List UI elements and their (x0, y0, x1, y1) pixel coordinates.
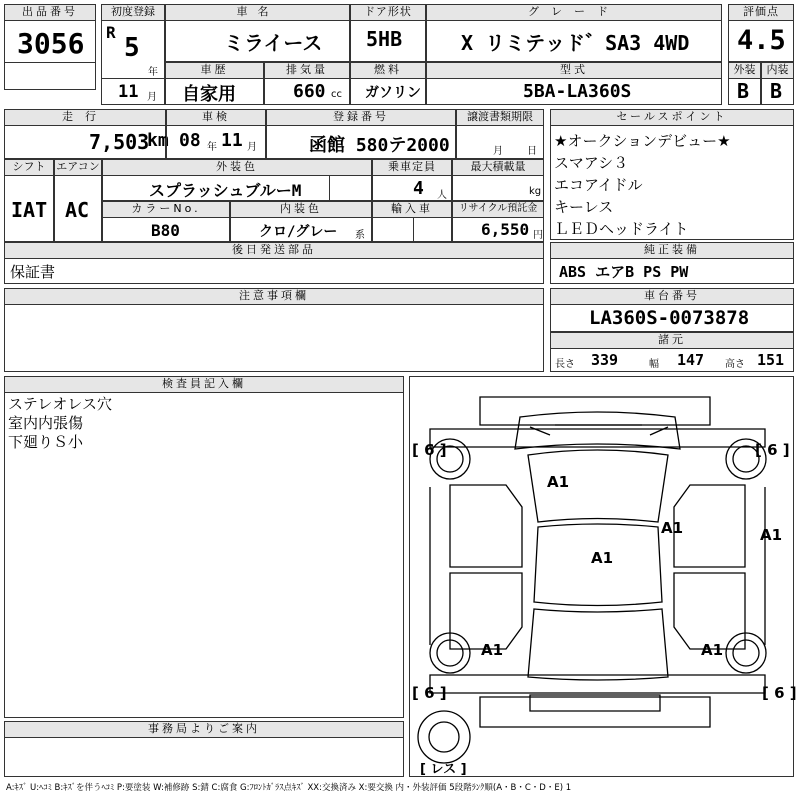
inspection-label: 車検 (167, 110, 265, 126)
shift-label: シフト (5, 160, 53, 176)
first-reg-month-unit: 月 (147, 92, 157, 103)
spare-tire-inner (429, 722, 459, 752)
inspector-lines (5, 393, 403, 452)
sales-points-list (551, 126, 793, 240)
rear-bumper (430, 675, 765, 693)
dimensions-box (550, 332, 794, 372)
transfer-day-unit: 日 (527, 146, 537, 157)
sales-points-box (550, 109, 794, 240)
door-label: ドア形状 (351, 5, 425, 21)
dimensions-label: 諸元 (551, 333, 793, 349)
chassis-label: 車台番号 (551, 289, 793, 305)
mileage-label: 走行 (5, 110, 165, 126)
color-no-box (102, 201, 230, 242)
recycle-box (452, 201, 544, 242)
first-reg-year-unit: 年 (148, 67, 158, 78)
fuel-label: 燃料 (351, 63, 425, 79)
length-label: 長さ (555, 359, 575, 370)
equipment-label: 純正装備 (551, 243, 793, 259)
car-name-label: 車名 (166, 5, 349, 21)
first-reg-month: 11 (118, 82, 139, 102)
damage-mark-hood: A1 (547, 473, 570, 491)
aircon-value: AC (65, 198, 90, 222)
later-parts-box (4, 242, 544, 284)
history-label: 車歴 (166, 63, 263, 79)
lot-number: 3056 (17, 27, 85, 60)
recycle-unit: 円 (533, 230, 543, 241)
displacement-label: 排気量 (265, 63, 349, 79)
sales-point-item: ＬＥＤヘッドライト (554, 220, 689, 238)
recycle-label: リサイクル預託金 (453, 202, 543, 218)
width-value: 147 (677, 351, 705, 369)
interior-score-value: B (770, 79, 783, 103)
notes-label: 注意事項欄 (5, 289, 543, 305)
equipment-box (550, 242, 794, 284)
left-side-front (450, 485, 522, 567)
first-reg-divider (102, 78, 164, 79)
transfer-month-unit: 月 (493, 146, 503, 157)
notes-box (4, 288, 544, 372)
max-load-box (452, 159, 544, 201)
exterior-score-value: B (737, 79, 750, 103)
height-label: 高さ (725, 359, 745, 370)
chassis-box (550, 288, 794, 332)
first-reg-year: 5 (124, 33, 140, 63)
damage-mark-roof: A1 (591, 549, 614, 567)
capacity-label: 乗車定員 (373, 160, 451, 176)
aircon-label: エアコン (55, 160, 101, 176)
tire-label-fr: [ 6 ] (755, 441, 790, 459)
import-label: 輸入車 (373, 202, 451, 218)
score-label: 評価点 (729, 5, 793, 21)
car-name-box (165, 4, 350, 62)
first-reg-label: 初度登録 (102, 5, 164, 21)
recycle-value: 6,550 (481, 220, 530, 239)
car-diagram (410, 377, 797, 777)
tire-label-rr: [ 6 ] (762, 684, 797, 702)
lot-box (4, 4, 96, 90)
aircon-box (54, 159, 102, 242)
sales-point-item: エコアイドル (554, 176, 643, 194)
ext-color-divider (329, 175, 330, 201)
ext-color-value: スプラッシュブルーM (149, 181, 302, 200)
damage-mark-right-rear: A1 (701, 641, 724, 659)
rear-right-wheel-inner (733, 640, 759, 666)
sales-point-item: キーレス (554, 198, 614, 216)
front-grille (530, 425, 668, 435)
damage-mark-left-rear: A1 (481, 641, 504, 659)
right-side-rear (674, 573, 745, 649)
exterior-score-box (728, 62, 761, 105)
res-label: [ レス ] (420, 762, 467, 777)
office-box (4, 721, 404, 777)
fuel-box (350, 62, 426, 105)
lot-label: 出品番号 (5, 5, 95, 21)
model-label: 型式 (427, 63, 721, 79)
door-box (350, 4, 426, 62)
sales-points-label: セールスポイント (551, 110, 793, 126)
ext-color-label: 外装色 (103, 160, 371, 176)
model-value: 5BA-LA360S (523, 81, 632, 102)
mileage-unit: km (147, 130, 169, 151)
shift-value: IAT (11, 198, 48, 222)
inspector-box (4, 376, 404, 718)
inspector-line: ステレオレス穴 (8, 395, 112, 413)
history-value: 自家用 (182, 84, 236, 105)
inspector-line: 下廻りＳ小 (8, 433, 84, 451)
tire-label-rl: [ 6 ] (412, 684, 447, 702)
left-side-rear (450, 573, 522, 649)
interior-score-box (761, 62, 794, 105)
later-parts-label: 後日発送部品 (5, 243, 543, 259)
first-reg-box (101, 4, 165, 105)
exterior-score-label: 外装 (729, 63, 760, 79)
capacity-unit: 人 (437, 190, 447, 201)
capacity-box (372, 159, 452, 201)
color-no-value: B80 (151, 221, 180, 240)
tire-label-fl: [ 6 ] (412, 441, 447, 459)
score-box (728, 4, 794, 62)
history-box (165, 62, 264, 105)
registration-value: 函館 580テ2000 (309, 135, 450, 156)
displacement-unit: cc (331, 89, 342, 100)
inspector-label: 検査員記入欄 (5, 377, 403, 393)
int-color-box (230, 201, 372, 242)
rear-glass (528, 609, 668, 680)
interior-score-label: 内装 (762, 63, 793, 79)
later-parts-value: 保証書 (10, 263, 56, 281)
right-side-front (674, 485, 745, 567)
rear-right-wheel (726, 633, 766, 673)
ext-color-box (102, 159, 372, 201)
grade-label: グレード (427, 5, 721, 21)
color-no-label: カラーNo. (103, 202, 229, 218)
import-divider (413, 217, 414, 242)
lot-divider (5, 62, 95, 63)
registration-label: 登録番号 (267, 110, 455, 126)
height-value: 151 (757, 351, 785, 369)
first-reg-era: R (106, 23, 116, 42)
damage-mark-right-pillar: A1 (661, 519, 684, 537)
car-name-value: ミライース (224, 31, 323, 55)
grade-value: X リミテッド゛SA3 4WD (461, 31, 690, 55)
registration-box (266, 109, 456, 159)
int-color-unit: 系 (355, 230, 365, 241)
inspection-year: 08 (179, 130, 201, 151)
spare-tire (418, 711, 470, 763)
mileage-box (4, 109, 169, 159)
inspection-year-unit: 年 (207, 142, 217, 153)
displacement-box (264, 62, 350, 105)
transfer-label: 譲渡書類期限 (457, 110, 543, 126)
grade-box (426, 4, 722, 62)
length-value: 339 (591, 351, 619, 369)
equipment-value: ABS エアB PS PW (559, 263, 689, 281)
model-box (426, 62, 722, 105)
shift-box (4, 159, 54, 242)
chassis-value: LA360S-0073878 (589, 307, 750, 329)
damage-diagram-box (409, 376, 797, 777)
door-value: 5HB (366, 27, 403, 51)
legend: A:ｷｽﾞ U:ﾍｺﾐ B:ｷｽﾞを伴うﾍｺﾐ P:要塗装 W:補修跡 S:錆 C:腐食 G:ﾌﾛﾝﾄｶﾞﾗｽ点ｷｽﾞ XX:交換済み X:要交換 内・外装評価 5段階ﾗﾝｸ順(A・B・C・D・E) 1 (6, 783, 572, 793)
inspection-box (166, 109, 266, 159)
fuel-value: ガソリン (365, 85, 421, 101)
inspector-line: 室内内張傷 (8, 414, 84, 432)
rear-panel (480, 697, 710, 727)
score-value: 4.5 (737, 25, 786, 56)
transfer-box (456, 109, 544, 159)
mileage-value: 7,503 (89, 130, 150, 154)
sales-point-item: スマアシ３ (554, 154, 629, 172)
office-label: 事務局よりご案内 (5, 722, 403, 738)
displacement-value: 660 (293, 81, 326, 102)
inspection-month: 11 (221, 130, 243, 151)
max-load-unit: kg (529, 186, 542, 197)
max-load-label: 最大積載量 (453, 160, 543, 176)
int-color-value: クロ/グレー (259, 224, 338, 240)
inspection-month-unit: 月 (247, 142, 257, 153)
import-box (372, 201, 452, 242)
int-color-label: 内装色 (231, 202, 371, 218)
sales-point-item: ★オークションデビュー★ (554, 132, 731, 150)
damage-mark-right-side: A1 (760, 526, 783, 544)
width-label: 幅 (649, 359, 659, 370)
capacity-value: 4 (413, 178, 424, 199)
